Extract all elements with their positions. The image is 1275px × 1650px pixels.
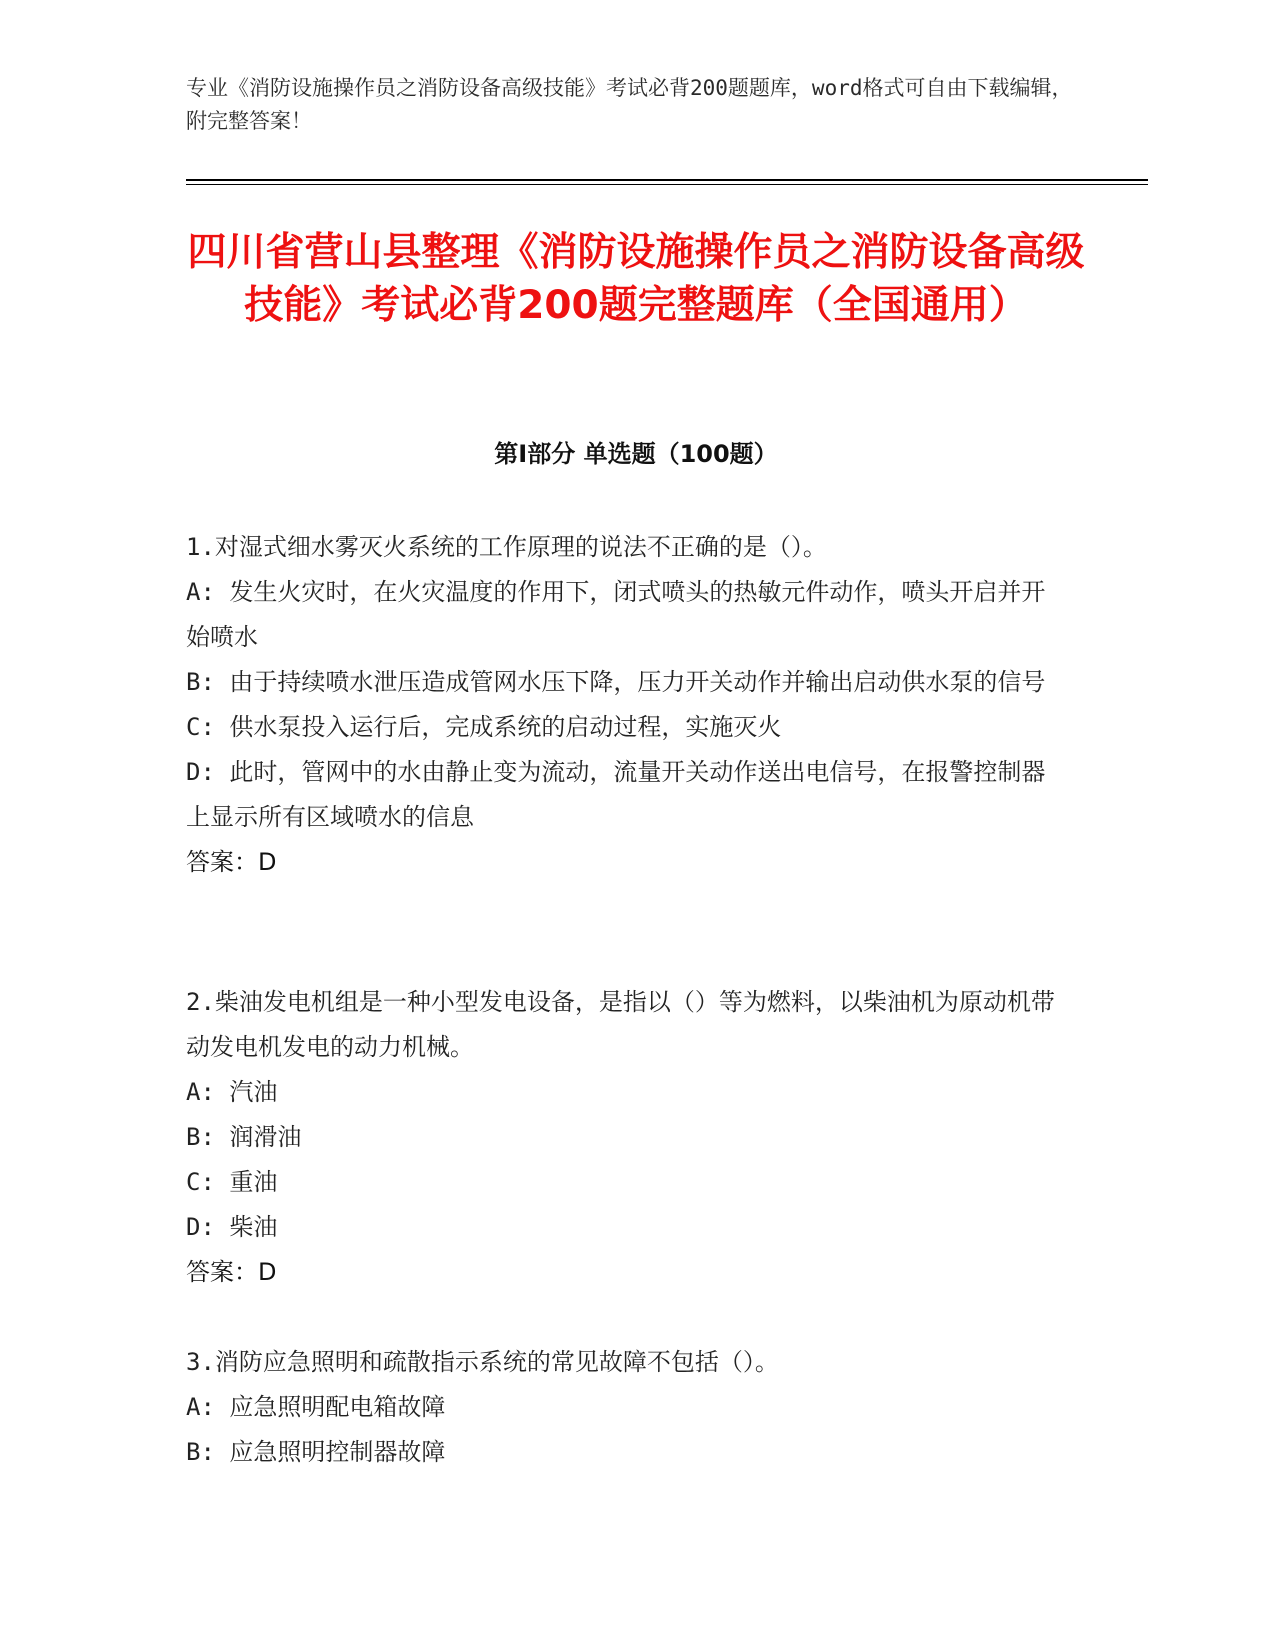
- question-3: [186, 1340, 1066, 1475]
- option-b: B: 由于持续喷水泄压造成管网水压下降，压力开关动作并输出启动供水泵的信号: [186, 668, 1046, 696]
- header-rule-thick: [186, 179, 1148, 181]
- header-note: 专业《消防设施操作员之消防设备高级技能》考试必背200题题库，word格式可自由下载编辑，附完整答案！: [186, 76, 1073, 133]
- answer-label: 答案：D: [186, 848, 277, 876]
- header-rule-thin: [186, 184, 1148, 185]
- option-c: C: 重油: [186, 1168, 278, 1196]
- question-2: [186, 980, 1066, 1295]
- section-title: 第I部分 单选题（100题）: [494, 440, 778, 468]
- option-a: A: 应急照明配电箱故障: [186, 1393, 446, 1421]
- option-d: D: 柴油: [186, 1213, 278, 1241]
- question-1: [186, 525, 1066, 885]
- question-stem: 2.柴油发电机组是一种小型发电设备，是指以（）等为燃料，以柴油机为原动机带动发电机发电的动力机械。: [186, 988, 1055, 1061]
- option-a: A: 发生火灾时，在火灾温度的作用下，闭式喷头的热敏元件动作，喷头开启并开始喷水: [186, 578, 1046, 651]
- question-stem: 3.消防应急照明和疏散指示系统的常见故障不包括（）。: [186, 1348, 779, 1376]
- option-d: D: 此时，管网中的水由静止变为流动，流量开关动作送出电信号，在报警控制器上显示所有区域喷水的信息: [186, 758, 1046, 831]
- option-b: B: 应急照明控制器故障: [186, 1438, 446, 1466]
- option-b: B: 润滑油: [186, 1123, 302, 1151]
- answer-label: 答案：D: [186, 1258, 277, 1286]
- option-c: C: 供水泵投入运行后，完成系统的启动过程，实施灭火: [186, 713, 782, 741]
- question-stem: 1.对湿式细水雾灭火系统的工作原理的说法不正确的是（）。: [186, 533, 827, 561]
- option-a: A: 汽油: [186, 1078, 278, 1106]
- document-title: 四川省营山县整理《消防设施操作员之消防设备高级技能》考试必背200题完整题库（全国通用）: [187, 230, 1085, 328]
